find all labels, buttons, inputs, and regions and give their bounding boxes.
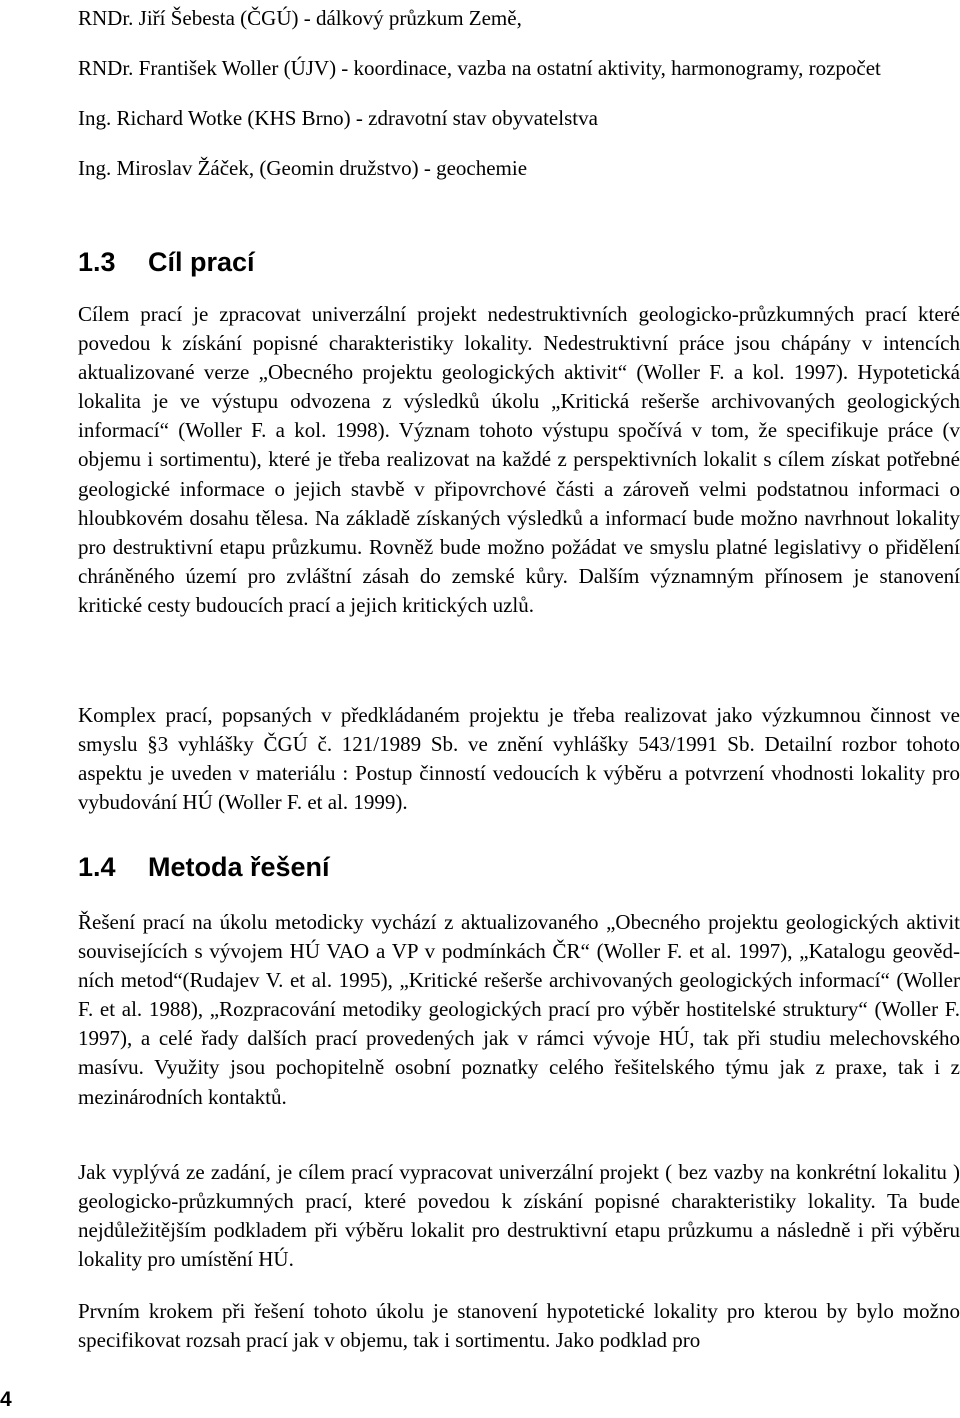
body-paragraph: Cílem prací je zpracovat univerzální projekt nedestruktivních geologicko-průzkumných prací které povedou k získání popisné charakteristiky lokality. Nedestruktivní práce jsou chápány v intencích aktualizované verze „Obecného projektu geologických aktivit“ (Woller F. a kol. 1997). Hypotetická lokalita je ve výstupu odvozena z výsledků úkolu „Kritická rešerše archivovaných geologických informací“ (Woller F. a kol. 1998). Význam tohoto výstupu spočívá v tom, že specifikuje práce (v objemu i sortimentu), které je třeba realizovat na každé z perspektivních lokalit s cílem získat potřebné geologické informace o jejich stavbě v připovrchové části a zároveň velmi podstatnou informaci o hloubkovém dosahu tělesa. Na základě získaných výsledků a informací bude možno navrhnout lokality pro destruktivní etapu průzkumu. Rovněž bude možno požádat ve smyslu platné legislativy o přidělení chráněného území pro zvláštní zásah do zemské kůry. Dalším významným přínosem je stanovení kritické cesty budoucích prací a jejich kritických uzlů.: [78, 302, 960, 617]
body-paragraph: Prvním krokem při řešení tohoto úkolu je stanovení hypotetické lokality pro kterou by bylo možno specifikovat rozsah prací jak v objemu, tak i sortimentu. Jako podklad pro: [78, 1299, 960, 1353]
body-paragraph: Komplex prací, popsaných v předkládaném projektu je třeba realizovat jako výzkumnou činnost ve smyslu §3 vyhlášky ČGÚ č. 121/1989 Sb. ve znění vyhlášky 543/1991 Sb. Detailní rozbor tohoto aspektu je uveden v materiálu : Postup činností vedoucích k výběru a potvrzení vhodnosti lokality pro vybudování HÚ (Woller F. et al. 1999).: [78, 703, 960, 815]
section-title: Cíl prací: [148, 247, 255, 277]
team-member: Ing. Miroslav Žáček, (Geomin družstvo) - geochemie: [78, 156, 528, 180]
section-number: 1.3: [78, 247, 116, 277]
body-paragraph: Jak vyplývá ze zadání, je cílem prací vypracovat univerzální projekt ( bez vazby na konkrétní lokalitu ) geologicko-průzkumných prací, které povedou k získání popisné charakteristiky lokality. Ta bude nejdůležitějším podkladem při výběru lokalit pro destruktivní etapu průzkumu a následně i při výběru lokality pro umístění HÚ.: [78, 1160, 960, 1272]
section-heading-1-4: [78, 851, 330, 883]
section-number: 1.4: [78, 852, 116, 882]
team-member: RNDr. Jiří Šebesta (ČGÚ) - dálkový průzkum Země,: [78, 6, 522, 30]
team-list: [78, 4, 960, 204]
section-title: Metoda řešení: [148, 852, 330, 882]
team-member: RNDr. František Woller (ÚJV) - koordinace, vazba na ostatní aktivity, harmonogramy, rozpočet: [78, 56, 881, 80]
section-heading-1-3: [78, 246, 255, 278]
team-member: Ing. Richard Wotke (KHS Brno) - zdravotní stav obyvatelstva: [78, 106, 598, 130]
body-paragraph: Řešení prací na úkolu metodicky vychází z aktualizovaného „Obecného projektu geologických aktivit souvisejících s vývojem HÚ VAO a VP v podmínkách ČR“ (Woller F. et al. 1997), „Katalogu geovědních metod“(Rudajev V. et al. 1995), „Kritické rešerše archivovaných geologických informací“ (Woller F. et al. 1988), „Rozpracování metodiky geologických prací pro výběr hostitelské struktury“ (Woller F. 1997), a celé řady dalších prací provedených jak v rámci vývoje HÚ, tak při studiu melechovského masívu. Využity jsou pochopitelně osobní poznatky celého řešitelského týmu jak z praxe, tak i z mezinárodních kontaktů.: [78, 910, 960, 1109]
page-number: 4: [0, 1388, 12, 1411]
